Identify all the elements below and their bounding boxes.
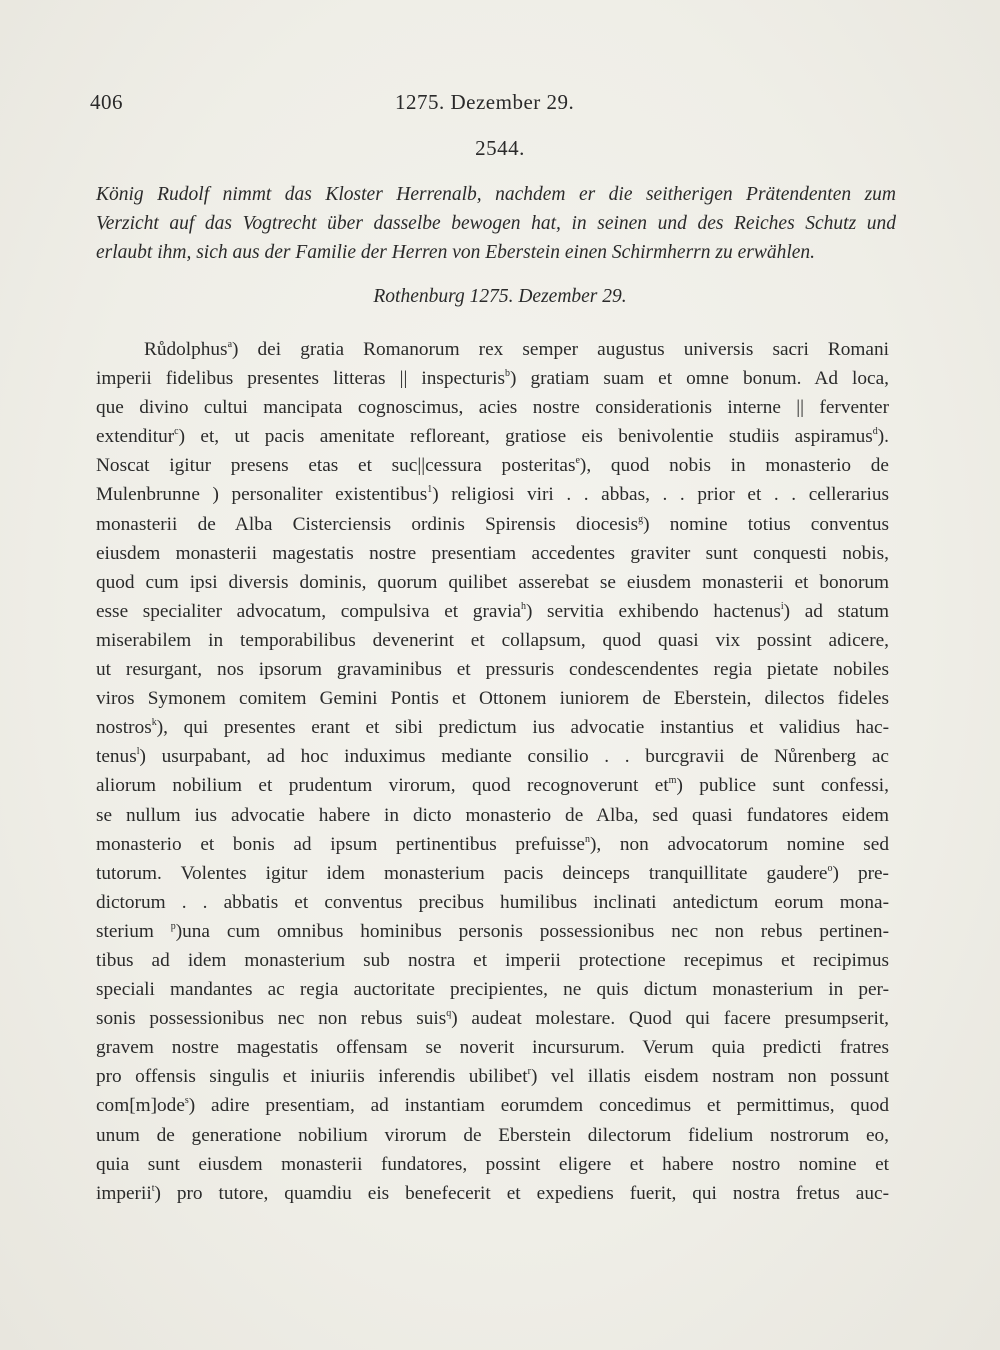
footnote-marker: n [584, 833, 590, 845]
footnote-marker: s [184, 1095, 189, 1107]
text-line: nostros$^k$), qui presentes erant et sibi predictum ius advocatie instantius et validius hac- [96, 717, 889, 739]
text-line: Mulenbrunne ) personaliter existentibus$^1$) religiosi viri . . abbas, . . prior et . . cellerarius [96, 484, 889, 506]
text-line: tibus ad idem monasterium sub nostra et imperii protectione recepimus et recipimus [96, 949, 889, 971]
footnote-marker: p [170, 920, 176, 932]
text-line: sonis possessionibus nec non rebus suis$^q$) audeat molestare. Quod qui facere presumpserit, [96, 1008, 889, 1030]
text-line: Noscat igitur presens etas et suc||cessura posteritas$^e$), quod nobis in monasterio de [96, 455, 889, 477]
text-line: imperii$^t$) pro tutore, quamdiu eis benefecerit et expediens fuerit, qui nostra fretus auc- [96, 1182, 889, 1204]
charter-text [96, 335, 889, 1208]
text-line: quod cum ipsi diversis dominis, quorum quilibet asserebat se eiusdem monasterii et bonorum [96, 571, 889, 593]
text-line: Růdolphus$^a$) dei gratia Romanorum rex semper augustus universis sacri Romani [144, 339, 889, 360]
abstract [96, 180, 896, 267]
footnote-marker: o [827, 862, 833, 874]
footnote-marker: c [174, 426, 179, 438]
footnote-marker: q [446, 1008, 452, 1020]
text-line: viros Symonem comitem Gemini Pontis et Ottonem iuniorem de Eberstein, dilectos fideles [96, 688, 889, 710]
text-line: monasterio et bonis ad ipsum pertinentibus prefuisse$^n$), non advocatorum nomine sed [96, 833, 889, 855]
footnote-marker: m [668, 775, 677, 787]
footnote-marker: d [872, 426, 878, 438]
footnote-marker: k [151, 717, 157, 729]
text-line: gravem nostre magestatis offensam se noverit incursurum. Verum quia predicti fratres [96, 1037, 889, 1059]
abstract-line: Verzicht auf das Vogtrecht über dasselbe bewogen hat, in seinen und des Reiches Schutz und [96, 213, 896, 234]
text-line: sterium $^p$)una cum omnibus hominibus personis possessionibus nec non rebus pertinen- [96, 920, 889, 942]
text-line: aliorum nobilium et prudentum virorum, quod recognoverunt $et^m$) publice sunt confessi, [96, 775, 889, 797]
text-line: pro offensis singulis et iniuriis inferendis ubilibet$^r$) vel illatis eisdem nostram non possunt [96, 1066, 890, 1088]
text-line: quia sunt eiusdem monasterii fundatores, possint eligere et habere nostro nomine et [96, 1153, 889, 1175]
text-line: com[m]ode$^s$) adire presentiam, ad instantiam eorumdem concedimus et permittimus, quod [96, 1095, 889, 1117]
text-line: eiusdem monasterii magestatis nostre presentiam accedentes graviter sunt conquesti nobis, [96, 542, 889, 564]
text-line: se nullum ius advocatie habere in dicto monasterio de Alba, sed quasi fundatores eidem [96, 804, 889, 826]
text-line: speciali mandantes ac regia auctoritate precipientes, ne quis dictum monasterium in per- [96, 979, 889, 1001]
place-date: Rothenburg 1275. Dezember 29. [373, 286, 627, 307]
text-line: dictorum . . abbatis et conventus precibus humilibus inclinati antedictum eorum mona- [96, 891, 889, 913]
text-line: que divino cultui mancipata cognoscimus, acies nostre considerationis interne || ferventer [96, 397, 889, 419]
text-line: imperii fidelibus presentes litteras || inspecturis$^b$) gratiam suam et omne bonum. Ad loca, [96, 368, 889, 390]
page-number: 406 [90, 90, 123, 114]
footnote-marker: r [527, 1066, 531, 1078]
text-line: extenditur$^c$) et, ut pacis amenitate refloreant, gratiose eis benivolentie studiis aspiramus$^d$). [96, 426, 889, 448]
footnote-marker: b [504, 368, 510, 380]
footnote-marker: a [227, 339, 233, 350]
footnote-marker: h [520, 600, 526, 612]
text-line: ut resurgant, nos ipsorum gravaminibus et pressuris condescendentes regia pietate nobiles [96, 659, 889, 681]
text-line: monasterii de Alba Cisterciensis ordinis Spirensis diocesis$^g$) nomine totius conventus [96, 513, 889, 535]
abstract-line: König Rudolf nimmt das Kloster Herrenalb, nachdem er die seitherigen Prätendenten zum [96, 184, 896, 205]
footnote-marker: t [151, 1182, 155, 1194]
footnote-marker: i [780, 600, 784, 612]
text-line: tenus$^l$) usurpabant, ad hoc induximus mediante consilio . . burcgravii de Nůrenberg ac [96, 746, 889, 768]
text-line: esse specialiter advocatum, compulsiva et gravia$^h$) servitia exhibendo hactenus$^i$) ad statum [96, 600, 889, 622]
footnote-marker: g [638, 513, 644, 525]
text-line: miserabilem in temporabilibus devenerint et collapsum, quod quasi vix possint adicere, [96, 629, 889, 651]
document-number: 2544. [475, 136, 525, 160]
footnote-marker: 1 [427, 484, 433, 496]
footnote-marker: e [575, 455, 580, 467]
text-line: tutorum. Volentes igitur idem monasterium pacis deinceps tranquillitate gaudere$^o$) pre- [96, 862, 889, 884]
running-head: 1275. Dezember 29. [395, 90, 575, 114]
footnote-marker: l [136, 746, 140, 758]
text-line: unum de generatione nobilium virorum de Eberstein dilectorum fidelium nostrorum eo, [96, 1124, 889, 1146]
abstract-line: erlaubt ihm, sich aus der Familie der Herren von Eberstein einen Schirmherrn zu erwählen. [96, 242, 816, 263]
